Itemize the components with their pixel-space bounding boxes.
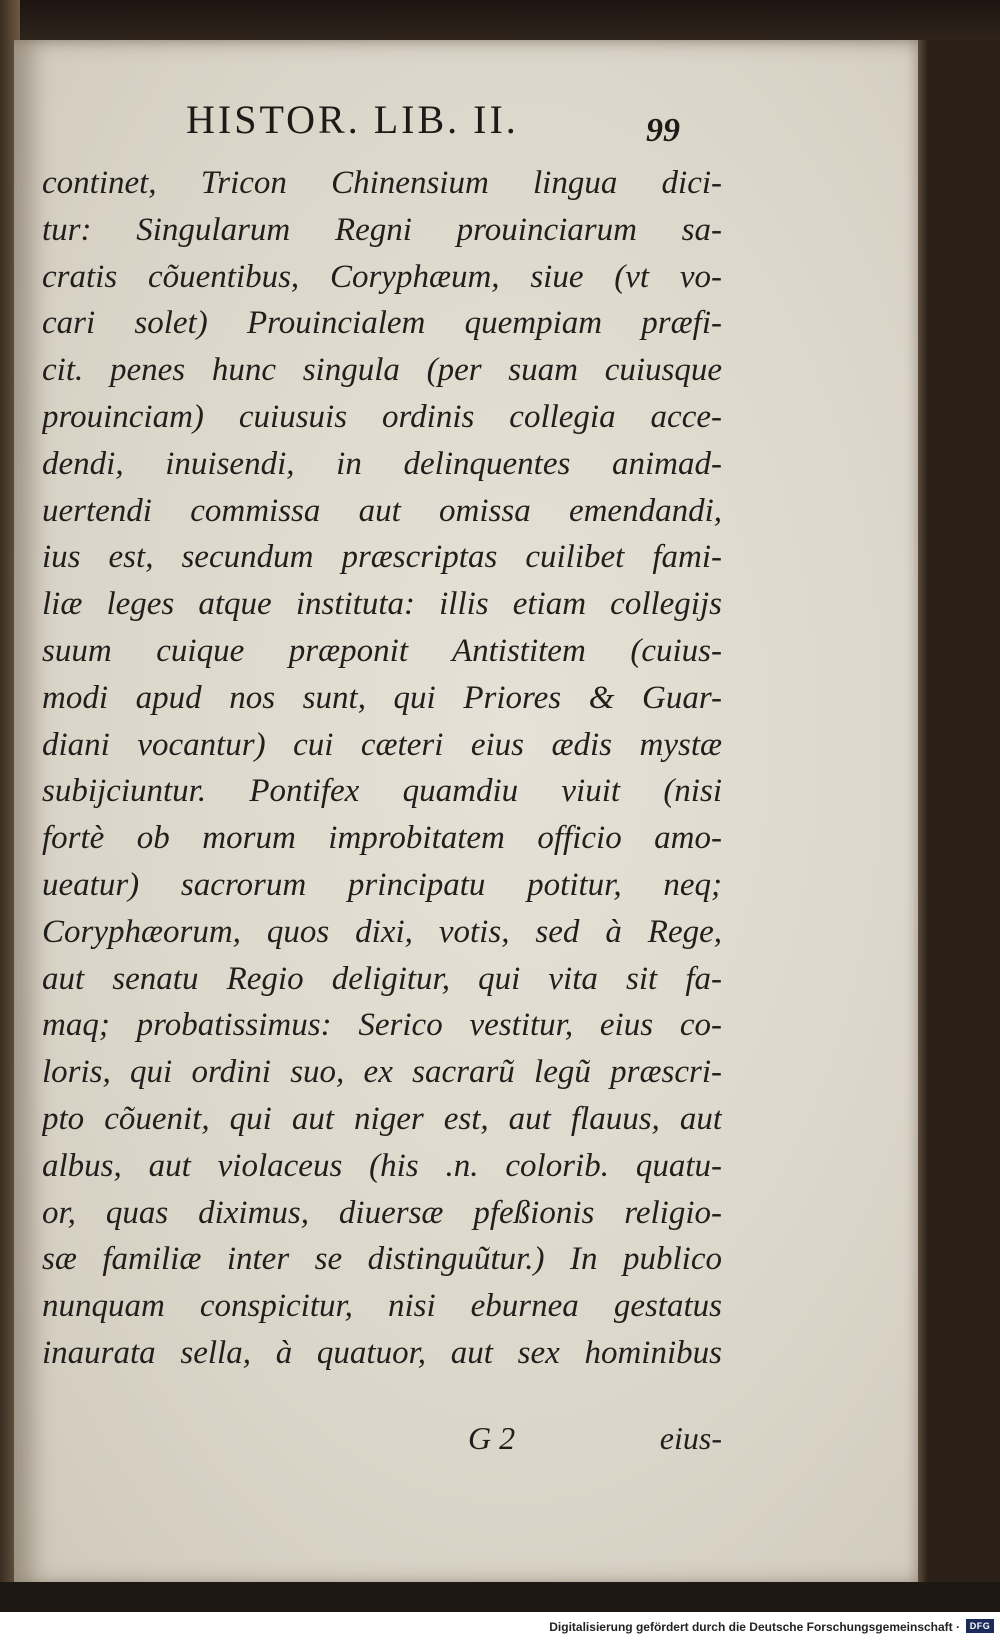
text-line: pto cõuenit, qui aut niger est, aut flauus, aut <box>42 1100 722 1137</box>
text-line: maq; probatissimus: Serico vestitur, eius co- <box>42 1007 722 1044</box>
text-line: cratis cõuentibus, Coryphæum, siue (vt vo- <box>42 258 722 295</box>
dfg-logo: DFG <box>966 1619 994 1633</box>
body-text <box>42 160 722 1377</box>
page-header <box>186 96 786 156</box>
digitization-credit-bar <box>0 1612 1000 1642</box>
text-line: Coryphæorum, quos dixi, votis, sed à Rege, <box>42 913 722 950</box>
signature-mark: G 2 <box>468 1420 516 1456</box>
page-footer <box>42 1420 722 1470</box>
text-line: cit. penes hunc singula (per suam cuiusque <box>42 352 722 389</box>
scan-bottom-border <box>0 1582 1000 1612</box>
text-line: nunquam conspicitur, nisi eburnea gestatus <box>42 1288 722 1325</box>
page-number: 99 <box>646 112 680 149</box>
text-line: cari solet) Prouincialem quempiam præfi- <box>42 305 722 342</box>
running-head: HISTOR. LIB. II. <box>186 97 519 142</box>
text-line: suum cuique præponit Antistitem (cuius- <box>42 632 722 669</box>
text-line: diani vocantur) cui cæteri eius ædis mystæ <box>42 726 722 763</box>
text-line: continet, Tricon Chinensium lingua dici- <box>42 165 722 201</box>
text-line: uertendi commissa aut omissa emendandi, <box>42 492 722 529</box>
text-line: liæ leges atque instituta: illis etiam collegijs <box>42 586 722 623</box>
text-line: loris, qui ordini suo, ex sacrarũ legũ præscri- <box>42 1054 722 1091</box>
text-line: ius est, secundum præscriptas cuilibet fami- <box>42 539 722 576</box>
funding-credit: Digitalisierung gefördert durch die Deutsche Forschungsgemeinschaft · <box>549 1620 960 1634</box>
text-line: inaurata sella, à quatuor, aut sex hominibus <box>42 1334 722 1371</box>
text-line: modi apud nos sunt, qui Priores & Guar- <box>42 679 722 716</box>
scan-top-border <box>0 0 1000 40</box>
text-line: fortè ob morum improbitatem officio amo- <box>42 820 722 857</box>
text-line: tur: Singularum Regni prouinciarum sa- <box>42 211 722 248</box>
page-edge-shadow <box>918 40 928 1585</box>
text-line: or, quas diximus, diuersæ pfeßionis religio- <box>42 1194 722 1231</box>
text-line: sæ familiæ inter se distinguũtur.) In publico <box>42 1241 722 1278</box>
text-line: aut senatu Regio deligitur, qui vita sit fa- <box>42 960 722 997</box>
text-line: prouinciam) cuiusuis ordinis collegia acce- <box>42 398 722 435</box>
catchword: eius- <box>659 1420 722 1456</box>
text-line: dendi, inuisendi, in delinquentes animad- <box>42 445 722 482</box>
text-line: subijciuntur. Pontifex quamdiu viuit (nisi <box>42 773 722 810</box>
text-line: albus, aut violaceus (his .n. colorib. quatu- <box>42 1147 722 1184</box>
text-line: ueatur) sacrorum principatu potitur, neq; <box>42 866 722 903</box>
